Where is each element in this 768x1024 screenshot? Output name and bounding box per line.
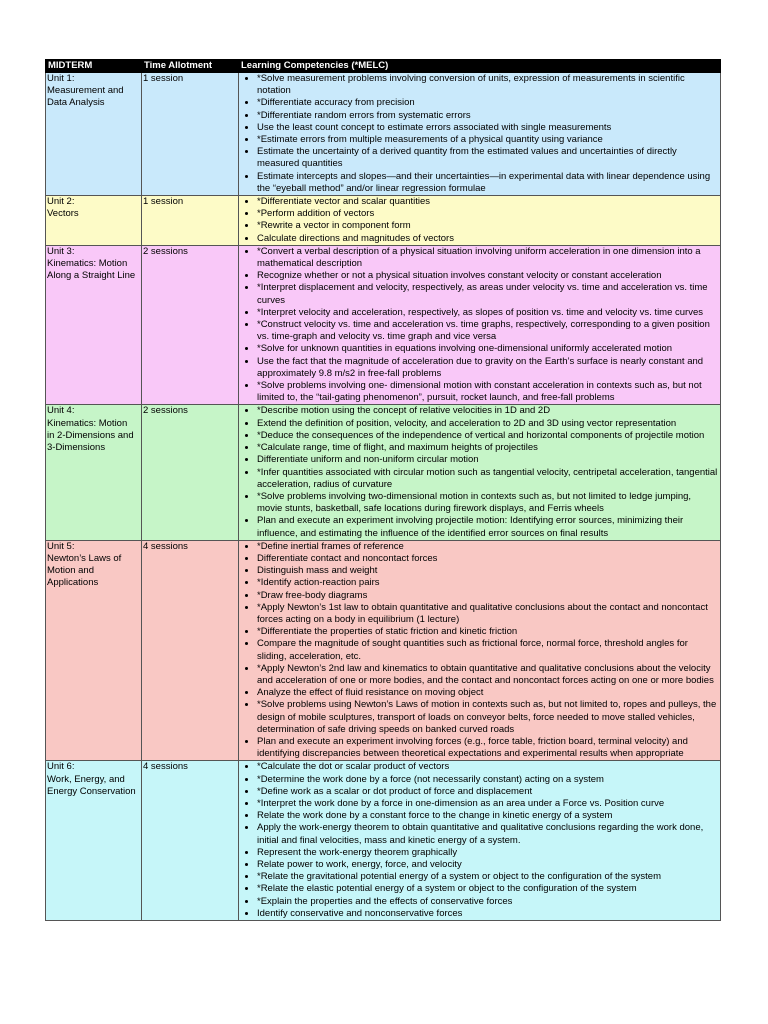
competency-item: • Estimate the uncertainty of a derived quantity from the estimated values and uncertainties of directly measured quantities	[257, 146, 719, 170]
competency-item: • *Determine the work done by a force (not necessarily constant) acting on a system	[257, 774, 719, 786]
competency-list	[240, 196, 719, 245]
competencies-cell	[239, 73, 721, 196]
competency-item: • Compare the magnitude of sought quantities such as frictional force, normal force, threshold angles for sliding, acceleration, etc.	[257, 638, 719, 662]
competency-item: • *Define work as a scalar or dot product of force and displacement	[257, 786, 719, 798]
competency-item: • *Construct velocity vs. time and acceleration vs. time graphs, respectively, corresponding to a given position vs. time-graph and velocity vs. time graph and vice versa	[257, 319, 719, 343]
competency-item: • Calculate directions and magnitudes of vectors	[257, 233, 719, 245]
competency-item: • Differentiate contact and noncontact forces	[257, 553, 719, 565]
competency-item: • *Differentiate random errors from systematic errors	[257, 110, 719, 122]
competency-item: • *Relate the elastic potential energy of a system or object to the configuration of the system	[257, 883, 719, 895]
competency-item: • *Identify action-reaction pairs	[257, 577, 719, 589]
competency-item: • *Solve problems using Newton’s Laws of motion in contexts such as, but not limited to, ropes and pulleys, the design of mobile sculptures, transport of loads on conveyor belts, force needed to move stalled vehicles, determination of safe driving speeds on banked curved roads	[257, 699, 719, 736]
competency-list	[240, 73, 719, 195]
competency-item: • *Solve measurement problems involving conversion of units, expression of measurements in scientific notation	[257, 73, 719, 97]
competencies-cell	[239, 405, 721, 540]
table-header-row	[46, 60, 721, 73]
competency-item: • *Interpret the work done by a force in one-dimension as an area under a Force vs. Position curve	[257, 798, 719, 810]
time-allotment: 2 sessions	[142, 405, 239, 540]
competency-item: • Distinguish mass and weight	[257, 565, 719, 577]
time-allotment: 4 sessions	[142, 761, 239, 921]
competency-item: • Use the least count concept to estimate errors associated with single measurements	[257, 122, 719, 134]
unit-title: Unit 5: Newton’s Laws of Motion and Applications	[46, 540, 142, 761]
competency-item: • Plan and execute an experiment involving forces (e.g., force table, friction board, terminal velocity) and identifying discrepancies between theoretical expectations and experimental results when appropriate	[257, 736, 719, 760]
unit-title: Unit 2: Vectors	[46, 196, 142, 246]
unit-row	[46, 245, 721, 405]
competency-item: • *Convert a verbal description of a physical situation involving uniform acceleration in one dimension into a mathematical description	[257, 246, 719, 270]
competency-item: • Estimate intercepts and slopes—and their uncertainties—in experimental data with linear dependence using the “eyeball method” and/or linear regression formulae	[257, 171, 719, 195]
competencies-cell	[239, 540, 721, 761]
competency-item: • *Interpret displacement and velocity, respectively, as areas under velocity vs. time and acceleration vs. time curves	[257, 282, 719, 306]
unit-row	[46, 540, 721, 761]
competency-item: • *Solve problems involving one- dimensional motion with constant acceleration in contexts such as, but not limited to, the “tail-gating phenomenon”, pursuit, rocket launch, and free-fall problems	[257, 380, 719, 404]
midterm-document	[45, 59, 720, 921]
competency-item: • Represent the work-energy theorem graphically	[257, 847, 719, 859]
learning-competencies-table	[45, 59, 721, 921]
header-time-allotment: Time Allotment	[142, 60, 239, 73]
competency-item: • *Infer quantities associated with circular motion such as tangential velocity, centripetal acceleration, tangential acceleration, radius of curvature	[257, 467, 719, 491]
competencies-cell	[239, 245, 721, 405]
unit-title: Unit 3: Kinematics: Motion Along a Straight Line	[46, 245, 142, 405]
unit-title: Unit 4: Kinematics: Motion in 2-Dimensions and 3-Dimensions	[46, 405, 142, 540]
unit-row	[46, 73, 721, 196]
time-allotment: 4 sessions	[142, 540, 239, 761]
competencies-cell	[239, 761, 721, 921]
competency-item: • *Differentiate the properties of static friction and kinetic friction	[257, 626, 719, 638]
competency-list	[240, 541, 719, 761]
unit-title: Unit 6: Work, Energy, and Energy Conservation	[46, 761, 142, 921]
competency-item: • *Calculate the dot or scalar product of vectors	[257, 761, 719, 773]
competency-item: • *Draw free-body diagrams	[257, 590, 719, 602]
competency-item: • *Estimate errors from multiple measurements of a physical quantity using variance	[257, 134, 719, 146]
unit-row	[46, 405, 721, 540]
competency-item: • *Differentiate accuracy from precision	[257, 97, 719, 109]
header-learning-competencies: Learning Competencies (*MELC)	[239, 60, 721, 73]
competency-item: • Plan and execute an experiment involving projectile motion: Identifying error sources, minimizing their influence, and estimating the influence of the identified error sources on final results	[257, 515, 719, 539]
competency-item: • *Solve problems involving two-dimensional motion in contexts such as, but not limited to ledge jumping, movie stunts, basketball, safe locations during firework displays, and Ferris wheels	[257, 491, 719, 515]
competency-item: • Apply the work-energy theorem to obtain quantitative and qualitative conclusions regarding the work done, initial and final velocities, mass and kinetic energy of a system.	[257, 822, 719, 846]
unit-rows	[46, 73, 721, 921]
header-midterm: MIDTERM	[46, 60, 142, 73]
competency-list	[240, 761, 719, 920]
competency-item: • *Apply Newton’s 1st law to obtain quantitative and qualitative conclusions about the contact and noncontact forces acting on a body in equilibrium (1 lecture)	[257, 602, 719, 626]
competencies-cell	[239, 196, 721, 246]
competency-item: • Identify conservative and nonconservative forces	[257, 908, 719, 920]
competency-item: • *Define inertial frames of reference	[257, 541, 719, 553]
unit-title: Unit 1: Measurement and Data Analysis	[46, 73, 142, 196]
time-allotment: 1 session	[142, 73, 239, 196]
competency-list	[240, 246, 719, 405]
competency-item: • Recognize whether or not a physical situation involves constant velocity or constant acceleration	[257, 270, 719, 282]
competency-item: • *Perform addition of vectors	[257, 208, 719, 220]
time-allotment: 2 sessions	[142, 245, 239, 405]
unit-row	[46, 196, 721, 246]
unit-row	[46, 761, 721, 921]
competency-item: • *Relate the gravitational potential energy of a system or object to the configuration of the system	[257, 871, 719, 883]
competency-item: • *Interpret velocity and acceleration, respectively, as slopes of position vs. time and velocity vs. time curves	[257, 307, 719, 319]
competency-item: • Differentiate uniform and non-uniform circular motion	[257, 454, 719, 466]
competency-item: • Relate power to work, energy, force, and velocity	[257, 859, 719, 871]
competency-item: • *Apply Newton’s 2nd law and kinematics to obtain quantitative and qualitative conclusions about the velocity and acceleration of one or more bodies, and the contact and noncontact forces acting on one or more bodies	[257, 663, 719, 687]
competency-item: • *Solve for unknown quantities in equations involving one-dimensional uniformly accelerated motion	[257, 343, 719, 355]
competency-item: • Extend the definition of position, velocity, and acceleration to 2D and 3D using vector representation	[257, 418, 719, 430]
competency-item: • Relate the work done by a constant force to the change in kinetic energy of a system	[257, 810, 719, 822]
competency-item: • Use the fact that the magnitude of acceleration due to gravity on the Earth’s surface is nearly constant and approximately 9.8 m/s2 in free-fall problems	[257, 356, 719, 380]
competency-item: • *Rewrite a vector in component form	[257, 220, 719, 232]
competency-item: • *Explain the properties and the effects of conservative forces	[257, 896, 719, 908]
competency-item: • *Differentiate vector and scalar quantities	[257, 196, 719, 208]
time-allotment: 1 session	[142, 196, 239, 246]
competency-list	[240, 405, 719, 539]
competency-item: • *Deduce the consequences of the independence of vertical and horizontal components of projectile motion	[257, 430, 719, 442]
competency-item: • Analyze the effect of fluid resistance on moving object	[257, 687, 719, 699]
competency-item: • *Calculate range, time of flight, and maximum heights of projectiles	[257, 442, 719, 454]
competency-item: • *Describe motion using the concept of relative velocities in 1D and 2D	[257, 405, 719, 417]
